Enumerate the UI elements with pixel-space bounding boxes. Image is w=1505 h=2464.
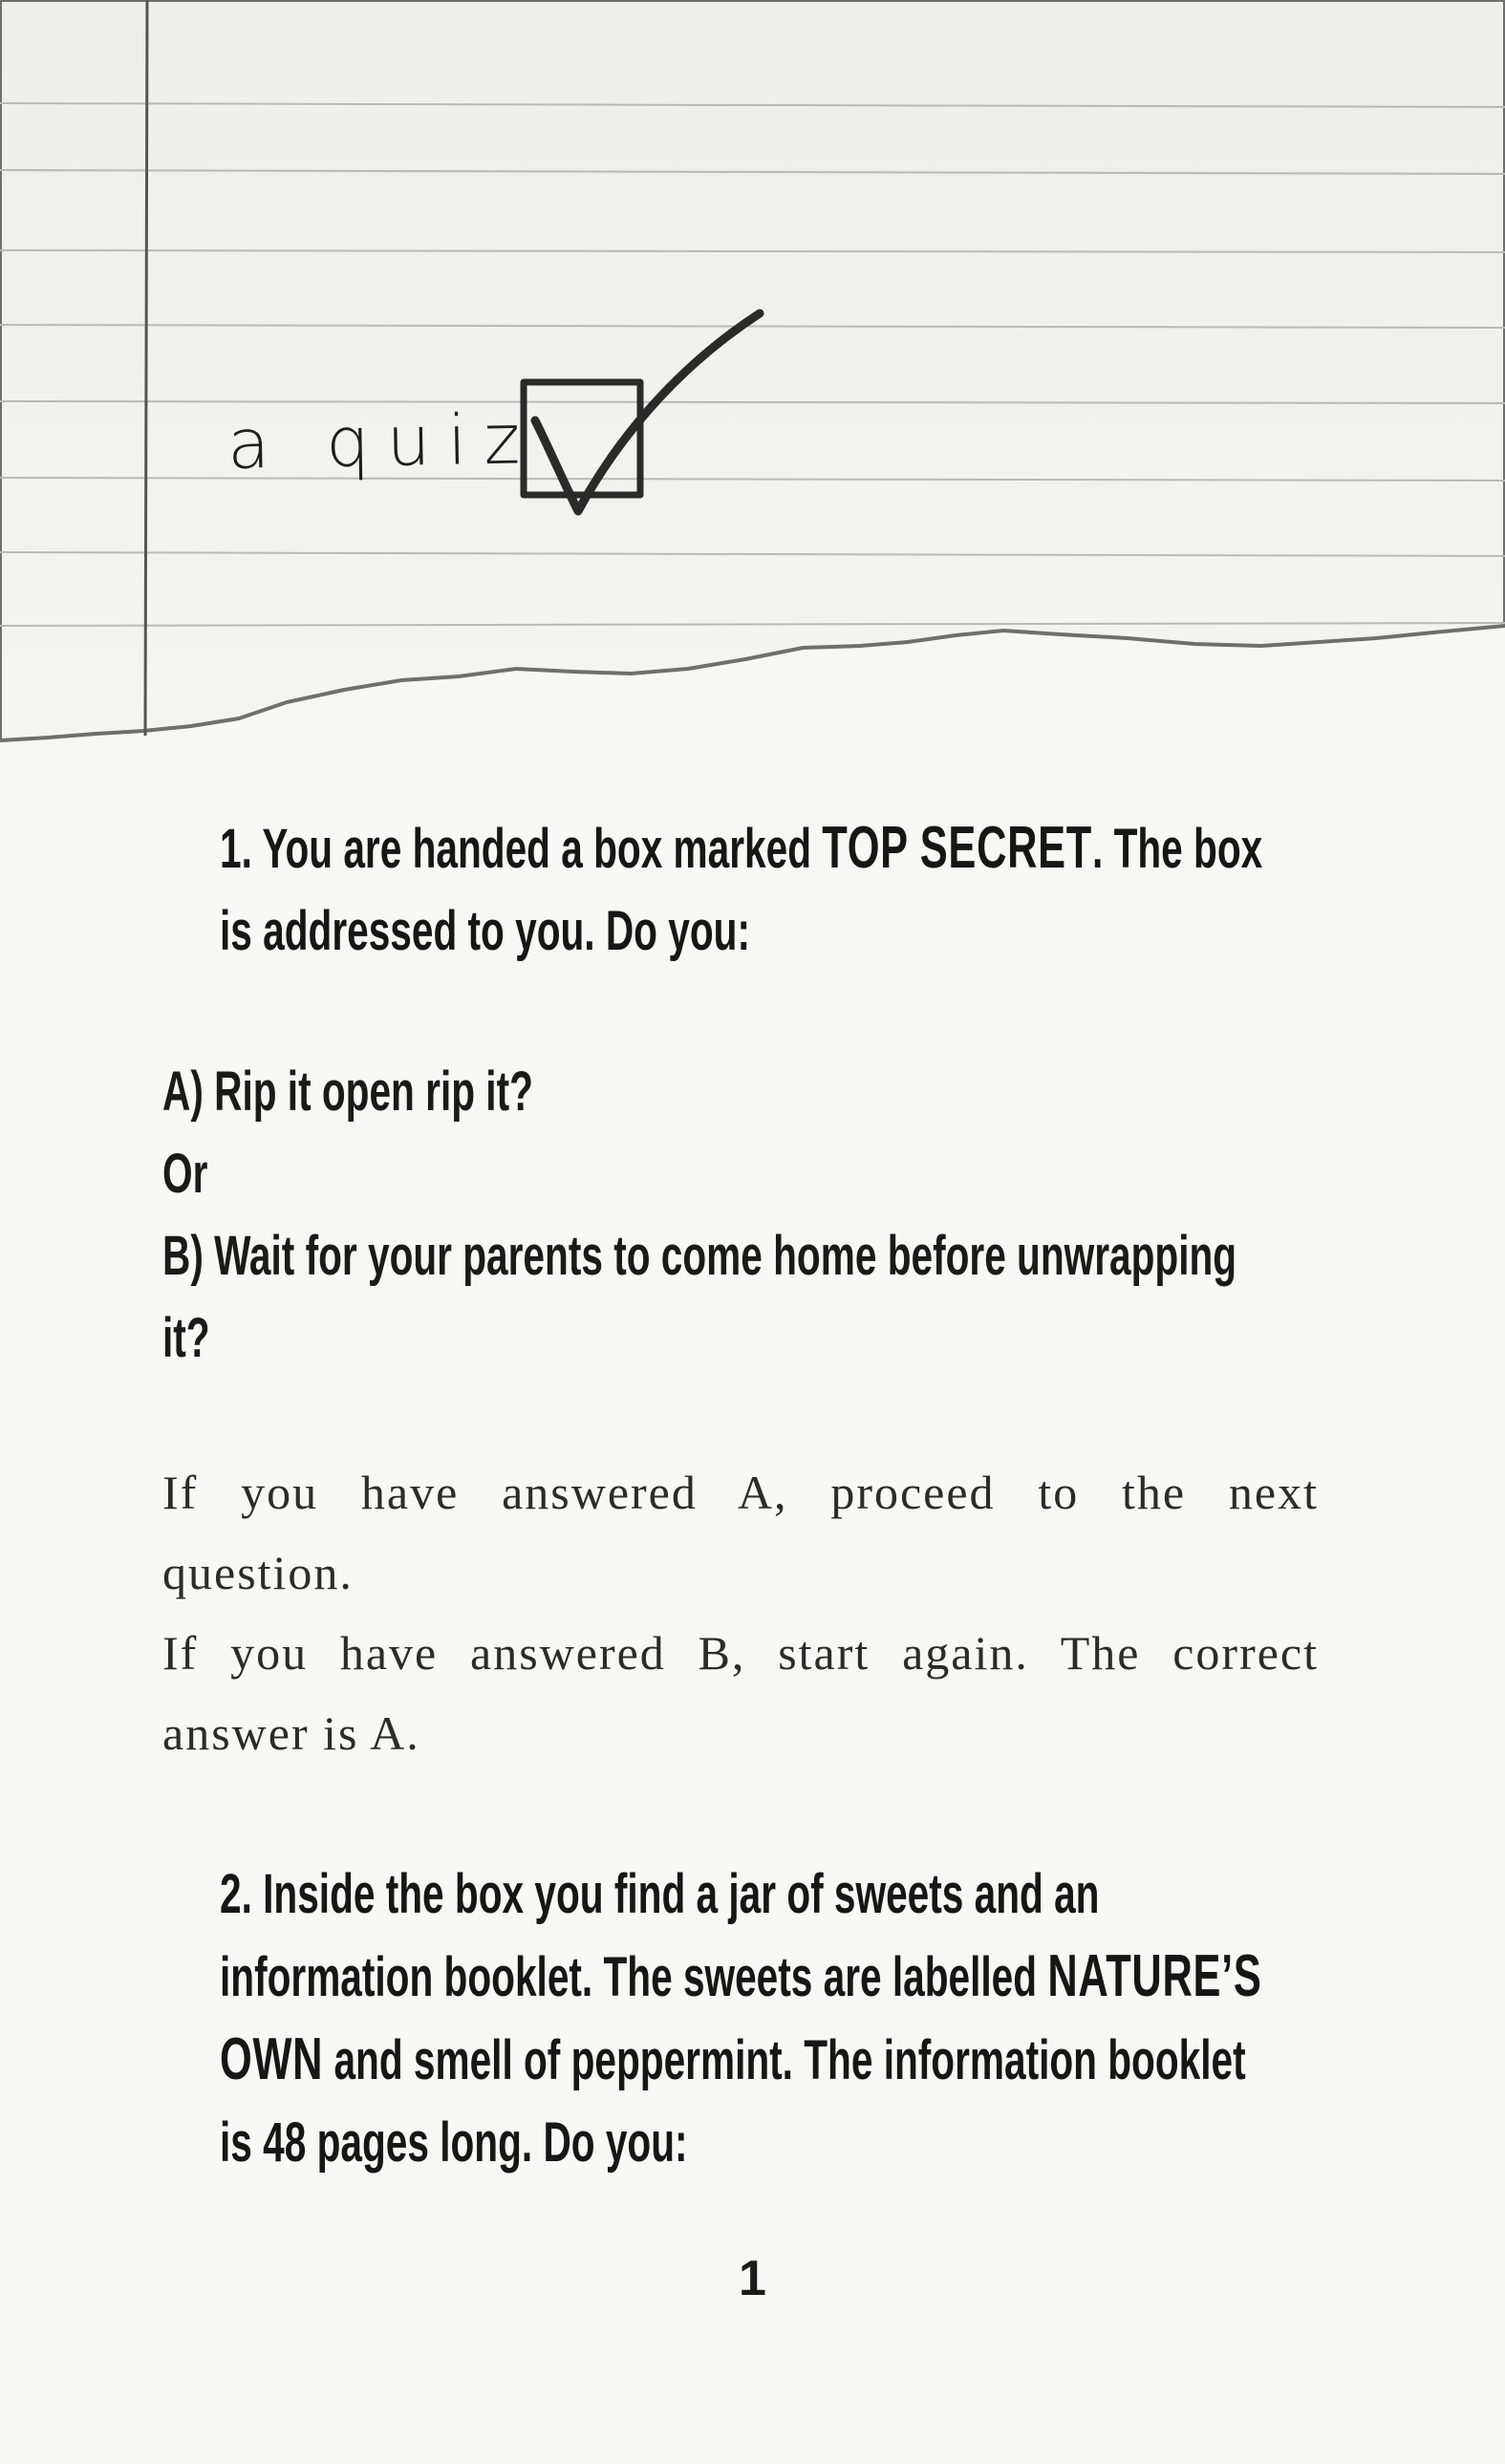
result-line-1: If you have answered A, proceed to the next <box>162 1466 1319 1519</box>
result-line-4: answer is A. <box>162 1706 420 1760</box>
answer-options <box>162 1051 1237 1380</box>
option-a: A) Rip it open rip it? <box>162 1061 533 1123</box>
top-secret-label: TOP SECRET <box>822 815 1093 881</box>
handwritten-title: a quiz <box>226 398 538 484</box>
question-2-line-4: is 48 pages long. Do you: <box>220 2111 688 2174</box>
question-1-text: 1. You are handed a box marked <box>220 818 823 880</box>
question-2 <box>220 1853 1262 2184</box>
result-line-2: question. <box>162 1546 354 1599</box>
question-1 <box>220 807 1263 973</box>
question-1-text-end: . The box <box>1092 818 1263 880</box>
question-2-line-2: information booklet. The sweets are labelled <box>220 1946 1048 2008</box>
page-number: 1 <box>739 2251 766 2306</box>
result-line-3: If you have answered B, start again. The correct <box>162 1626 1319 1680</box>
option-b: B) Wait for your parents to come home before unwrapping <box>162 1225 1237 1287</box>
option-b-cont: it? <box>162 1307 210 1369</box>
question-1-line-2: is addressed to you. Do you: <box>220 900 750 962</box>
torn-notebook-paper <box>0 0 1505 764</box>
paper-sheet <box>0 0 1505 740</box>
natures-own-label: NATURE’S <box>1047 1943 1262 2009</box>
option-or: Or <box>162 1143 208 1205</box>
question-2-line-3: and smell of peppermint. The information booklet <box>323 2029 1246 2091</box>
margin-line <box>145 0 147 736</box>
question-2-line-1: 2. Inside the box you find a jar of sweets and an <box>220 1863 1100 1925</box>
natures-own-label-2: OWN <box>220 2026 324 2092</box>
result-paragraph <box>162 1452 1319 1773</box>
